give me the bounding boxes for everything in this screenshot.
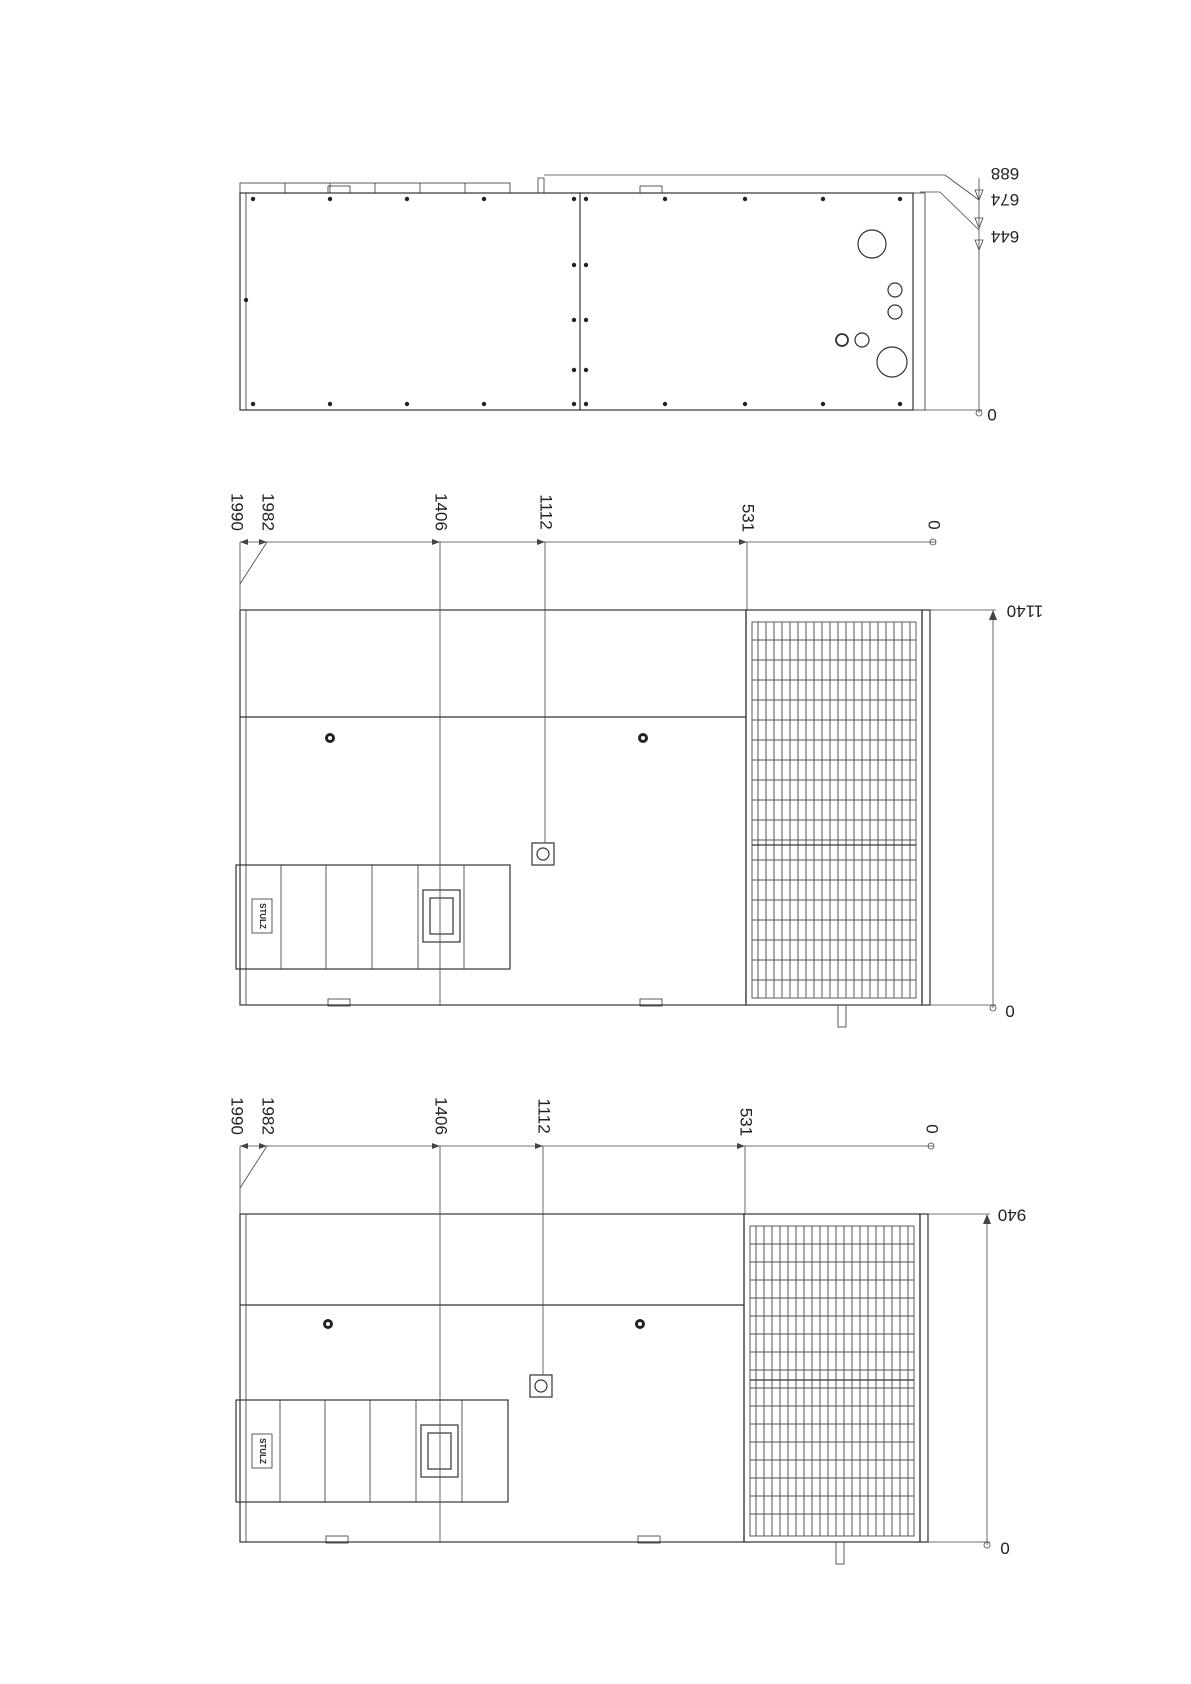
dim-label-531: 531 bbox=[738, 503, 758, 533]
dim-label-531-small: 531 bbox=[736, 1107, 756, 1137]
front-view-small-grille bbox=[744, 1214, 928, 1564]
front-view-small-body bbox=[240, 1214, 744, 1542]
logo-small: STULZ bbox=[257, 1438, 267, 1464]
top-view-end-flange bbox=[913, 193, 925, 410]
dim-label-1982: 1982 bbox=[258, 493, 278, 531]
dim-label-940: 940 bbox=[997, 1205, 1027, 1225]
dim-label-0-small-h: 0 bbox=[922, 1124, 942, 1134]
front-view-large-vertical-dimension bbox=[930, 610, 997, 1011]
dim-label-1406: 1406 bbox=[431, 493, 451, 531]
dim-label-0-large-v: 0 bbox=[1005, 1001, 1015, 1021]
dim-label-0-large-h: 0 bbox=[924, 520, 944, 530]
front-view-large-body bbox=[240, 610, 746, 1005]
front-view-large-lock bbox=[532, 843, 554, 865]
dim-label-1112-small: 1112 bbox=[534, 1098, 554, 1134]
top-view-handle-strip bbox=[240, 178, 662, 193]
front-view-small bbox=[228, 1097, 1027, 1564]
front-view-small-horizontal-dimension bbox=[240, 1143, 934, 1542]
front-view-large-horizontal-dimension bbox=[240, 539, 936, 1005]
dim-label-674: 674 bbox=[990, 190, 1020, 209]
top-view-outline bbox=[240, 193, 913, 410]
front-view-large-handle-panel bbox=[236, 865, 510, 969]
front-view-small-lock bbox=[530, 1375, 552, 1397]
dim-label-688: 688 bbox=[990, 164, 1020, 183]
front-view-small-vertical-dimension bbox=[928, 1214, 991, 1548]
dim-label-1990-small: 1990 bbox=[227, 1097, 247, 1135]
dim-label-1140: 1140 bbox=[1006, 601, 1044, 621]
dim-label-0-small-v: 0 bbox=[1000, 1538, 1010, 1558]
top-view-bolts bbox=[244, 197, 902, 406]
front-view-large bbox=[228, 493, 1044, 1027]
dim-label-1406-small: 1406 bbox=[431, 1097, 451, 1135]
dim-label-644: 644 bbox=[990, 227, 1020, 246]
logo-large: STULZ bbox=[257, 903, 267, 929]
dim-label-1990: 1990 bbox=[227, 493, 247, 531]
dim-label-0-top: 0 bbox=[987, 405, 997, 424]
top-view-dimension-line bbox=[544, 175, 983, 416]
top-view-pipe-connections bbox=[836, 230, 907, 377]
dim-label-1982-small: 1982 bbox=[258, 1097, 278, 1135]
front-view-large-grille bbox=[746, 610, 930, 1027]
top-view bbox=[240, 164, 1019, 424]
front-view-small-handle-panel bbox=[236, 1400, 508, 1502]
dim-label-1112: 1112 bbox=[536, 494, 556, 530]
